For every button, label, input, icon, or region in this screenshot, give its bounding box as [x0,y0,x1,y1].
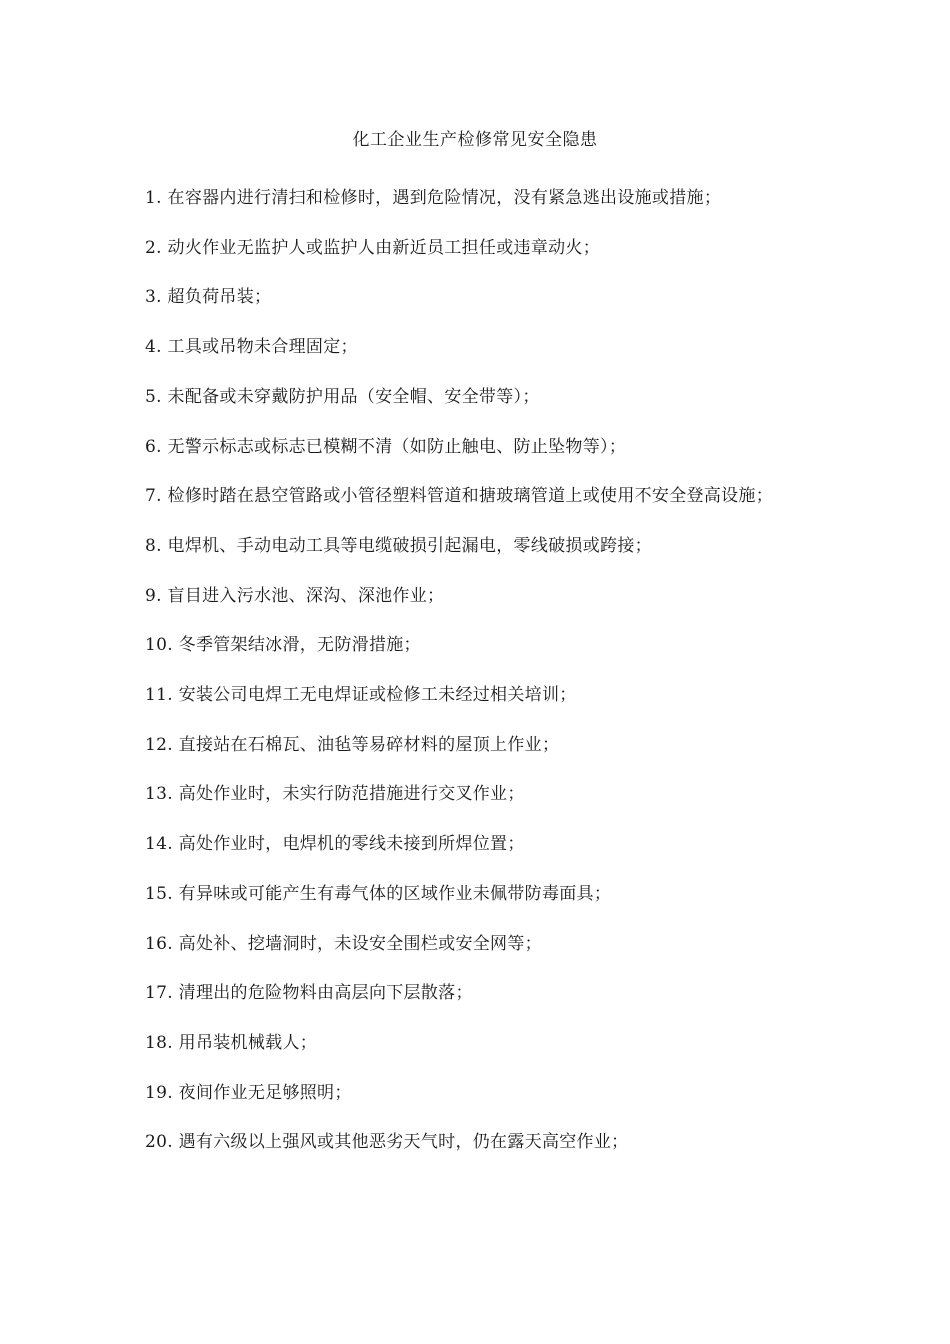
list-item: 13. 高处作业时，未实行防范措施进行交叉作业； [145,784,525,805]
list-item: 9. 盲目进入污水池、深沟、深池作业； [145,585,445,606]
list-item: 17. 清理出的危险物料由高层向下层散落； [145,983,473,1004]
list-item: 6. 无警示标志或标志已模糊不清（如防止触电、防止坠物等）； [145,436,627,457]
list-item: 16. 高处补、挖墙洞时，未设安全围栏或安全网等； [145,933,542,954]
list-item: 18. 用吊装机械载人； [145,1032,318,1053]
list-item: 1. 在容器内进行清扫和检修时，遇到危险情况，没有紧急逃出设施或措施； [145,188,722,208]
list-item: 19. 夜间作业无足够照明； [145,1082,352,1103]
list-item: 2. 动火作业无监护人或监护人由新近员工担任或违章动火； [145,237,601,258]
list-item: 7. 检修时踏在悬空管路或小管径塑料管道和搪玻璃管道上或使用不安全登高设施； [145,486,774,507]
list-item: 8. 电焊机、手动电动工具等电缆破损引起漏电，零线破损或跨接； [145,535,652,556]
list-item: 20. 遇有六级以上强风或其他恶劣天气时，仍在露天高空作业； [145,1132,629,1153]
list-item: 10. 冬季管架结冰滑，无防滑措施； [145,635,421,656]
list-item: 11. 安装公司电焊工无电焊证或检修工未经过相关培训； [145,685,577,706]
list-item: 3. 超负荷吊装； [145,287,272,308]
list-item: 12. 直接站在石棉瓦、油毡等易碎材料的屋顶上作业； [145,734,560,755]
list-item: 14. 高处作业时，电焊机的零线未接到所焊位置； [145,834,525,855]
hazard-list [145,174,815,1168]
document-title: 化工企业生产检修常见安全隐患 [352,130,598,150]
list-item: 15. 有异味或可能产生有毒气体的区域作业未佩带防毒面具； [145,883,612,904]
list-item: 4. 工具或吊物未合理固定； [145,337,358,358]
list-item: 5. 未配备或未穿戴防护用品（安全帽、安全带等）； [145,386,540,407]
